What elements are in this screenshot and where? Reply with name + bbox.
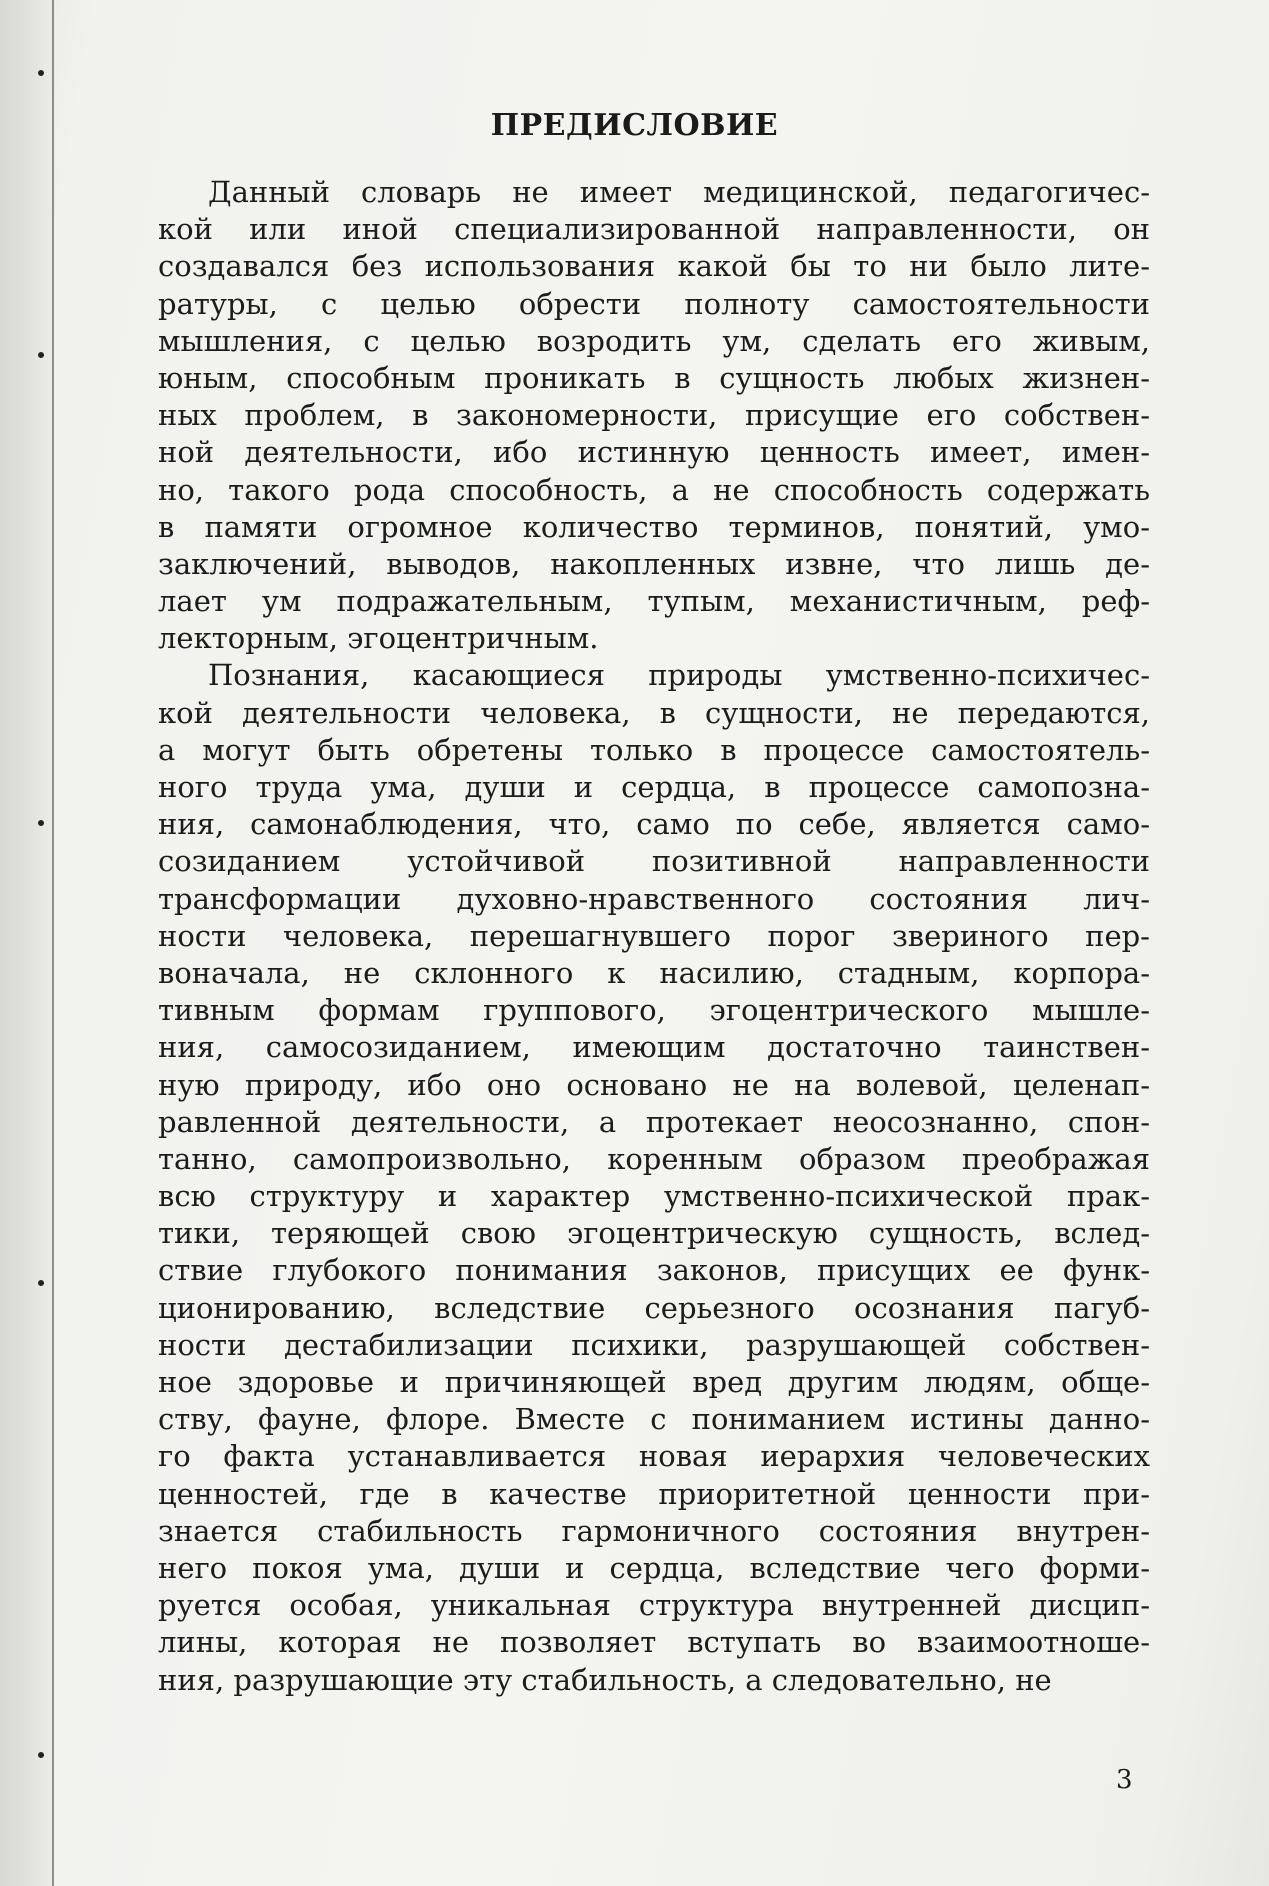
text-line: ную природу, ибо оно основано не на волевой, целенап- [158,1067,1150,1102]
text-line: созиданием устойчивой позитивной направленности [158,844,1150,879]
text-line: танно, самопроизвольно, коренным образом преображая [158,1141,1150,1176]
page-title: ПРЕДИСЛОВИЕ [490,108,779,143]
text-line: ния, самосозиданием, имеющим достаточно таинствен- [158,1030,1150,1065]
text-line: ству, фауне, флоре. Вместе с пониманием истины данно- [158,1402,1150,1437]
text-line: знается стабильность гармоничного состояния внутрен- [158,1513,1150,1548]
binding-stitch [38,820,44,826]
text-line: заключений, выводов, накопленных извне, что лишь де- [158,546,1150,581]
binding-stitch [38,1752,44,1758]
text-line: лекторным, эгоцентричным. [158,621,599,656]
text-line: него покоя ума, души и сердца, вследствие чего форми- [158,1550,1150,1585]
text-line: ное здоровье и причиняющей вред другим людям, обще- [158,1365,1150,1399]
text-line: кой деятельности человека, в сущности, не передаются, [158,695,1150,730]
text-line: Познания, касающиеся природы умственно-психичес- [208,658,1150,693]
text-line: трансформации духовно-нравственного состояния лич- [158,881,1150,916]
text-line: юным, способным проникать в сущность любых жизнен- [158,360,1150,395]
text-line: ных проблем, в закономерности, присущие его собствен- [158,398,1150,433]
binding-stitch [38,352,44,358]
text-line: го факта устанавливается новая иерархия человеческих [158,1439,1150,1474]
binding-stitch [38,1280,44,1286]
text-line: но, такого рода способность, а не способность содержать [158,472,1150,507]
text-line: лает ум подражательным, тупым, механистичным, реф- [158,584,1150,619]
text-line: ного труда ума, души и сердца, в процессе самопозна- [158,770,1150,804]
text-line: воначала, не склонного к насилию, стадным, корпора- [158,955,1150,990]
text-line: в памяти огромное количество терминов, понятий, умо- [158,509,1150,544]
text-line: а могут быть обретены только в процессе самостоятель- [158,732,1150,767]
binding-stitch [38,70,44,76]
text-line: ратуры, с целью обрести полноту самостоятельности [158,286,1150,321]
text-line: тики, теряющей свою эгоцентрическую сущность, вслед- [158,1216,1150,1251]
text-line: кой или иной специализированной направленности, он [158,212,1150,247]
text-line: всю структуру и характер умственно-психической прак- [158,1179,1150,1214]
body-text [158,174,1150,1699]
text-line: Данный словарь не имеет медицинской, педагогичес- [208,175,1150,209]
text-line: ности человека, перешагнувшего порог звериного пер- [158,918,1150,953]
text-line: равленной деятельности, а протекает неосознанно, спон- [158,1104,1150,1139]
book-spine [0,0,54,1886]
text-line: тивным формам группового, эгоцентрического мышле- [158,993,1150,1028]
text-line: ния, разрушающие эту стабильность, а следовательно, не [158,1662,1052,1697]
text-line: ния, самонаблюдения, что, само по себе, является само- [158,807,1150,842]
page-number: 3 [1116,1765,1133,1795]
text-line: ной деятельности, ибо истинную ценность имеет, имен- [158,435,1150,470]
text-line: руется особая, уникальная структура внутренней дисцип- [158,1588,1150,1623]
text-line: создавался без использования какой бы то ни было лите- [158,249,1150,284]
text-line: мышления, с целью возродить ум, сделать его живым, [158,323,1150,358]
text-line: ционированию, вследствие серьезного осознания пагуб- [158,1290,1150,1325]
text-line: ценностей, где в качестве приоритетной ценности при- [158,1476,1150,1511]
text-line: лины, которая не позволяет вступать во взаимоотноше- [158,1625,1150,1660]
text-line: ности дестабилизации психики, разрушающей собствен- [158,1327,1150,1362]
text-line: ствие глубокого понимания законов, присущих ее функ- [158,1253,1150,1288]
